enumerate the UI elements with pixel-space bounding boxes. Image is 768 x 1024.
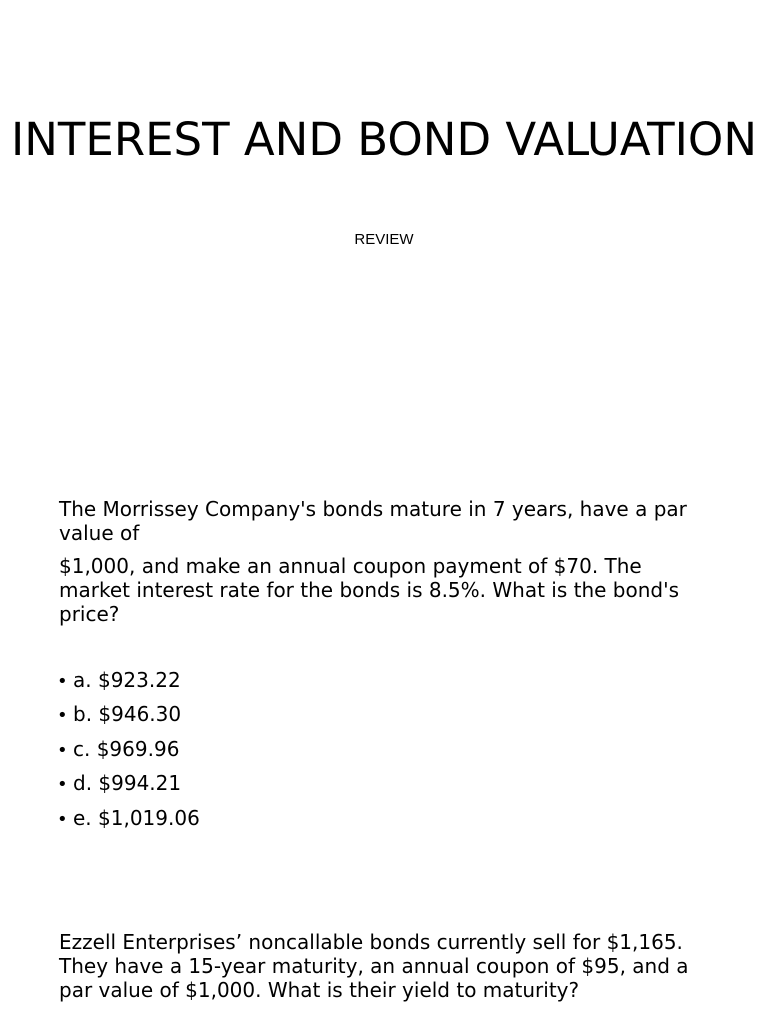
slide-subtitle: REVIEW — [354, 231, 414, 248]
answer-options-list — [57, 664, 200, 836]
question-text-part2: $1,000, and make an annual coupon payment of $70. The market interest rate for the bonds is 8.5%. What is the bond's price? — [59, 554, 680, 626]
answer-option — [57, 802, 200, 836]
title-slide — [0, 0, 768, 460]
answer-option-text: c. $969.96 — [73, 736, 180, 761]
question-slide-morrissey — [0, 460, 768, 890]
answer-option-text: a. $923.22 — [73, 668, 181, 692]
question-text-part1: The Morrissey Company's bonds mature in 7 years, have a par value of — [59, 497, 687, 545]
answer-option — [57, 698, 200, 732]
answer-option-text: e. $1,019.06 — [73, 805, 200, 830]
answer-option-text: d. $994.21 — [73, 771, 182, 796]
answer-option — [57, 664, 200, 698]
answer-option — [57, 733, 200, 767]
question-slide-ezzell — [0, 890, 768, 1024]
answer-option-text: b. $946.30 — [73, 702, 182, 727]
question-text: Ezzell Enterprises’ noncallable bonds currently sell for $1,165. They have a 15-year maturity, an annual coupon of $95, and a par value of $1,000. What is their yield to maturity? — [59, 930, 689, 1002]
bullet-icon: • — [57, 671, 68, 692]
answer-option — [57, 767, 200, 801]
bullet-icon: • — [57, 774, 68, 796]
bullet-icon: • — [57, 705, 68, 727]
bullet-icon: • — [57, 808, 68, 830]
bullet-icon: • — [57, 739, 68, 761]
slide-title: INTEREST AND BOND VALUATION — [10, 113, 757, 166]
